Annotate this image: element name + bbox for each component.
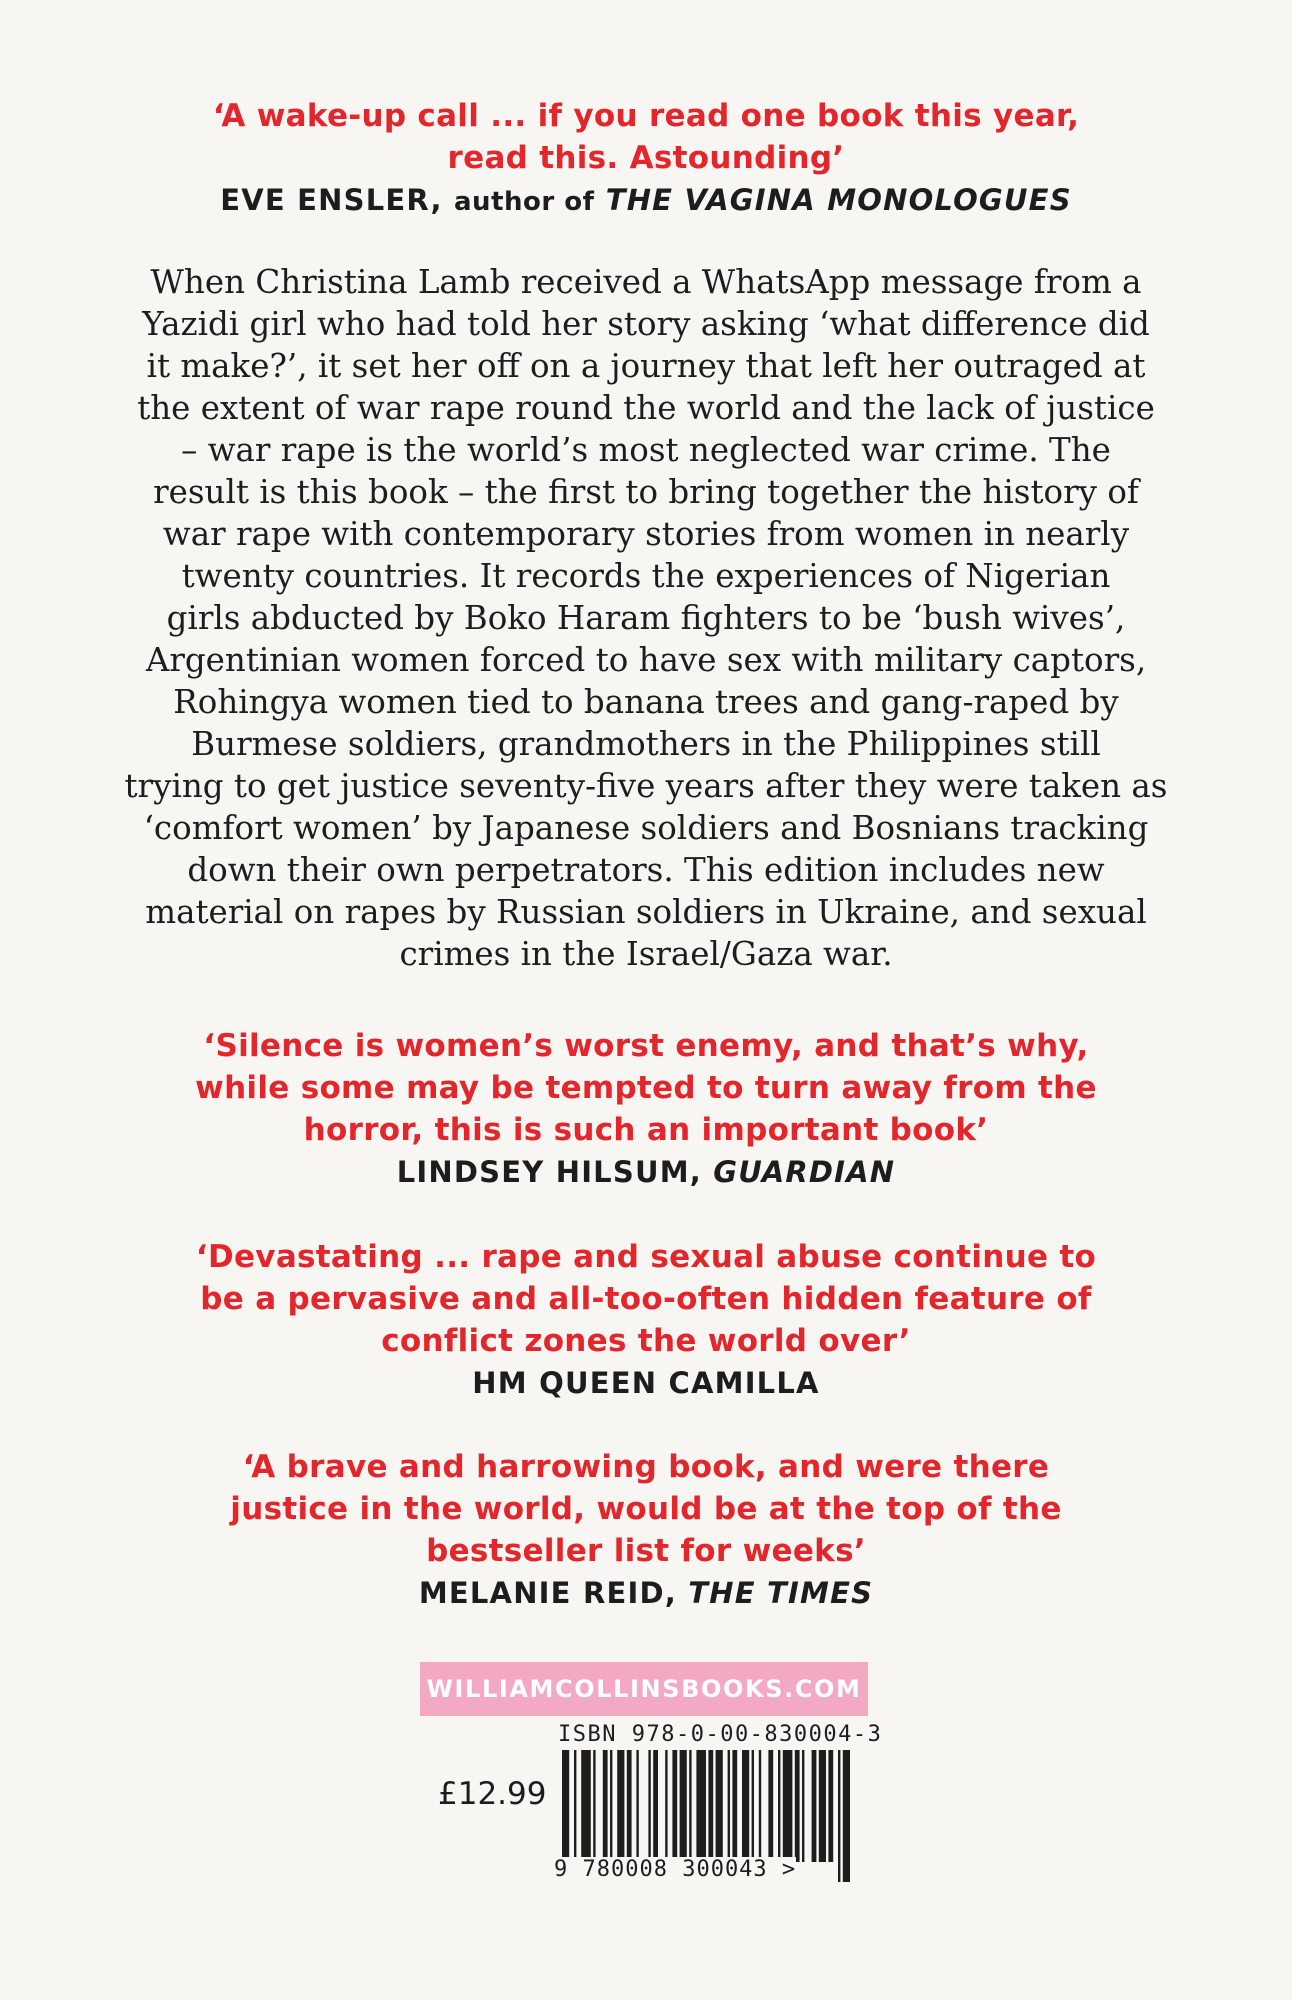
quote-line: ‘A wake-up call ... if you read one book this year, — [212, 98, 1080, 134]
barcode-bar — [665, 1750, 667, 1862]
quote-line: conflict zones the world over’ — [381, 1323, 911, 1359]
barcode-bar — [843, 1750, 850, 1882]
publisher-url-box[interactable] — [420, 1662, 868, 1716]
attribution-work: GUARDIAN — [713, 1155, 896, 1189]
blurb-line: Burmese soldiers, grandmothers in the Philippines still — [191, 725, 1101, 763]
barcode-bar — [812, 1750, 817, 1862]
blurb-line: Yazidi girl who had told her story asking ‘what difference did — [142, 305, 1150, 343]
attribution-work: THE VAGINA MONOLOGUES — [605, 183, 1072, 217]
isbn-label: ISBN 978-0-00-830004-3 — [558, 1722, 883, 1747]
barcode-bar — [593, 1750, 595, 1862]
blurb-line: down their own perpetrators. This edition includes new — [187, 851, 1105, 889]
quote-attribution — [0, 1151, 1292, 1193]
blurb-line: material on rapes by Russian soldiers in Ukraine, and sexual — [145, 893, 1147, 931]
barcode-bar — [648, 1750, 650, 1862]
barcode-bar — [636, 1750, 638, 1862]
barcode-bar — [716, 1750, 723, 1862]
barcode-bar — [802, 1750, 804, 1862]
quote-attribution — [0, 179, 1292, 223]
quote-line: ‘Silence is women’s worst enemy, and that’s why, — [203, 1028, 1089, 1064]
attribution-author: LINDSEY HILSUM, — [396, 1155, 702, 1189]
barcode-bar — [768, 1750, 773, 1862]
barcode-bar — [672, 1750, 677, 1862]
barcode-bar — [603, 1750, 608, 1862]
blurb-line: result is this book – the first to bring together the history of — [153, 473, 1139, 511]
barcode-bar — [653, 1750, 658, 1862]
attribution-work: THE TIMES — [688, 1576, 874, 1610]
quote-attribution — [0, 1572, 1292, 1614]
blurb-line: it make?’, it set her off on a journey that left her outraged at — [146, 347, 1146, 385]
attribution-author: HM QUEEN CAMILLA — [472, 1366, 820, 1400]
blurb-line: twenty countries. It records the experiences of Nigerian — [181, 557, 1111, 595]
barcode-bar — [617, 1750, 624, 1862]
blurb-line: – war rape is the world’s most neglected war crime. The — [181, 431, 1111, 469]
publisher-url[interactable]: WILLIAMCOLLINSBOOKS.COM — [426, 1675, 862, 1703]
attribution-author: EVE ENSLER, — [220, 183, 443, 217]
quote-line: justice in the world, would be at the top of the — [230, 1491, 1062, 1527]
quote-line: ‘Devastating ... rape and sexual abuse continue to — [195, 1239, 1097, 1275]
barcode-bar — [828, 1750, 833, 1862]
barcode-bar — [680, 1750, 687, 1862]
barcode-bar — [728, 1750, 730, 1862]
blurb-line: crimes in the Israel/Gaza war. — [399, 935, 893, 973]
book-description — [0, 261, 1292, 975]
barcode-bar — [783, 1750, 793, 1862]
blurb-line: trying to get justice seventy-five years after they were taken as — [124, 767, 1168, 805]
quote-line: while some may be tempted to turn away from the — [195, 1070, 1097, 1106]
quote-block-3 — [0, 1236, 1292, 1404]
barcode-bar — [689, 1750, 691, 1862]
barcode-bar — [610, 1750, 612, 1862]
quote-line: be a pervasive and all-too-often hidden feature of — [200, 1281, 1092, 1317]
barcode-bar — [752, 1750, 754, 1862]
quote-line: read this. Astounding’ — [447, 140, 845, 176]
quote-line: bestseller list for weeks’ — [426, 1533, 866, 1569]
blurb-line: ‘comfort women’ by Japanese soldiers and Bosnians tracking — [143, 809, 1149, 847]
blurb-line: When Christina Lamb received a WhatsApp message from a — [150, 263, 1142, 301]
barcode-bar — [742, 1750, 749, 1862]
quote-line: ‘A brave and harrowing book, and were there — [242, 1449, 1050, 1485]
barcode-bar — [778, 1750, 780, 1862]
barcode-bar — [838, 1750, 840, 1882]
price: £12.99 — [438, 1776, 547, 1812]
barcode-bar — [759, 1750, 761, 1862]
barcode-bar — [732, 1750, 737, 1862]
barcode-bar — [581, 1750, 591, 1862]
quote-attribution — [0, 1362, 1292, 1404]
barcode-bar — [819, 1750, 826, 1862]
quote-block-4 — [0, 1446, 1292, 1614]
quote-block-1 — [0, 95, 1292, 223]
quote-line: horror, this is such an important book’ — [303, 1112, 989, 1148]
blurb-line: Argentinian women forced to have sex with military captors, — [145, 641, 1147, 679]
attribution-connector: author of — [454, 187, 595, 217]
barcode-bar — [627, 1750, 632, 1862]
barcode-bar — [795, 1750, 800, 1862]
blurb-line: girls abducted by Boko Haram fighters to be ‘bush wives’, — [166, 599, 1126, 637]
blurb-line: war rape with contemporary stories from women in nearly — [162, 515, 1130, 553]
blurb-line: the extent of war rape round the world and the lack of justice — [137, 389, 1155, 427]
barcode-digits: 9 780008 300043 > — [554, 1857, 797, 1882]
blurb-line: Rohingya women tied to banana trees and gang-raped by — [173, 683, 1119, 721]
quote-block-2 — [0, 1025, 1292, 1193]
attribution-author: MELANIE REID, — [418, 1576, 677, 1610]
